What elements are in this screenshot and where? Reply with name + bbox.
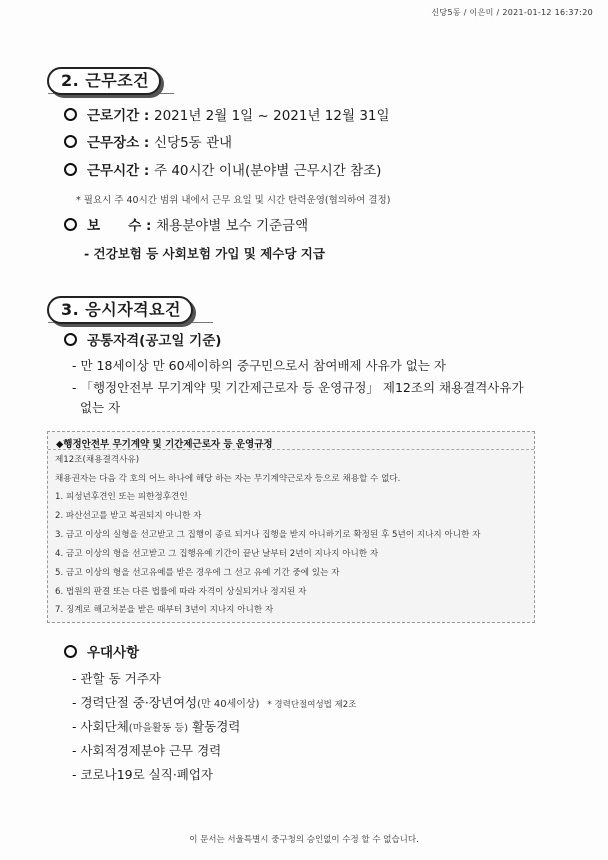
rules-item: 6. 법원의 판결 또는 다른 법률에 따라 자격이 상실되거나 정지된 자 — [55, 587, 307, 597]
common-qualification-line: - 만 18세이상 만 60세이하의 중구민으로서 참여배제 사유가 없는 자 — [72, 358, 446, 373]
pay-label: 보 수 — [87, 218, 142, 234]
rules-article: 제12조(채용결격사유) — [55, 455, 140, 465]
circle-bullet-icon — [64, 218, 77, 231]
common-qualification-row — [64, 332, 221, 350]
preference-row — [64, 644, 139, 662]
rules-item: 4. 금고 이상의 형을 선고받고 그 집행유예 기간이 끝난 날부터 2년이 지나지 아니한 자 — [55, 549, 379, 559]
circle-bullet-icon — [64, 333, 77, 346]
work-hours-row: 근무시간 : 주 40시간 이내(분야별 근무시간 참조) — [64, 162, 381, 180]
rules-intro: 채용권자는 다음 각 호의 어느 하나에 해당 하는 자는 무기계약근로자 등으로 채용할 수 없다. — [55, 474, 401, 484]
preference-item: - 경력단절 중·장년여성(만 40세이상) * 경력단절여성법 제2조 — [72, 695, 357, 710]
work-period-value: 2021년 2월 1일 ~ 2021년 12월 31일 — [153, 108, 390, 124]
rules-item: 5. 금고 이상의 형을 선고유예를 받은 경우에 그 선고 유예 기간 중에 있는 자 — [55, 568, 340, 578]
document-meta-stamp: 신당5동 / 이은미 / 2021-01-12 16:37:20 — [431, 8, 593, 17]
circle-bullet-icon — [64, 135, 77, 148]
pay-row: 보 수 : 채용분야별 보수 기준금액 — [64, 217, 308, 235]
preference-label: 우대사항 — [87, 645, 140, 661]
pay-sub-line: - 건강보험 등 사회보험 가입 및 제수당 지급 — [84, 246, 325, 261]
circle-bullet-icon — [64, 108, 77, 121]
work-period-row: 근로기간 : 2021년 2월 1일 ~ 2021년 12월 31일 — [64, 107, 390, 125]
rules-item: 3. 금고 이상의 실형을 선고받고 그 집행이 종료 되거나 집행을 받지 아니하기로 확정된 후 5년이 지나지 아니한 자 — [55, 530, 481, 540]
work-place-row: 근무장소 : 신당5동 관내 — [64, 134, 232, 152]
work-hours-note: * 필요시 주 40시간 범위 내에서 근무 요일 및 시간 탄력운영(협의하여 결정) — [76, 195, 391, 206]
circle-bullet-icon — [64, 645, 77, 658]
work-place-value: 신당5동 관내 — [153, 135, 233, 151]
rules-box-title: ◆행정안전부 무기계약 및 기간제근로자 등 운영규정 — [56, 439, 273, 450]
preference-item: - 사회단체(마을활동 등) 활동경력 — [72, 719, 241, 734]
preference-item: - 사회적경제분야 근무 경력 — [72, 743, 222, 758]
section-title-work-conditions: 2. 근무조건 — [47, 67, 161, 95]
common-qualification-label: 공통자격(공고일 기준) — [87, 333, 222, 349]
pay-value: 채용분야별 보수 기준금액 — [156, 218, 309, 234]
common-qualification-line: - 「행정안전부 무기계약 및 기간제근로자 등 운영규정」 제12조의 채용결격사유가 — [72, 380, 524, 395]
rules-item: 7. 징계로 해고처분을 받은 때부터 3년이 지나지 아니한 자 — [55, 605, 274, 615]
rules-item: 1. 피성년후견인 또는 피한정후견인 — [55, 492, 188, 502]
disqualification-rules-box — [47, 431, 535, 623]
preference-item: - 관할 동 거주자 — [72, 671, 161, 686]
rules-item: 2. 파산선고를 받고 복권되지 아니한 자 — [55, 511, 202, 521]
work-hours-label: 근무시간 — [87, 163, 140, 179]
work-hours-value: 주 40시간 이내(분야별 근무시간 참조) — [153, 163, 382, 179]
preference-legal-note: * 경력단절여성법 제2조 — [267, 700, 357, 710]
section-title-eligibility: 3. 응시자격요건 — [47, 296, 193, 324]
work-place-label: 근무장소 — [87, 135, 140, 151]
preference-item: - 코로나19로 실직·폐업자 — [72, 767, 214, 782]
circle-bullet-icon — [64, 163, 77, 176]
common-qualification-line: 없는 자 — [80, 400, 121, 415]
footer-notice: 이 문서는 서울특별시 중구청의 승인없이 수정 할 수 없습니다. — [189, 835, 419, 845]
work-period-label: 근로기간 — [87, 108, 140, 124]
rules-box-divider — [48, 449, 534, 450]
